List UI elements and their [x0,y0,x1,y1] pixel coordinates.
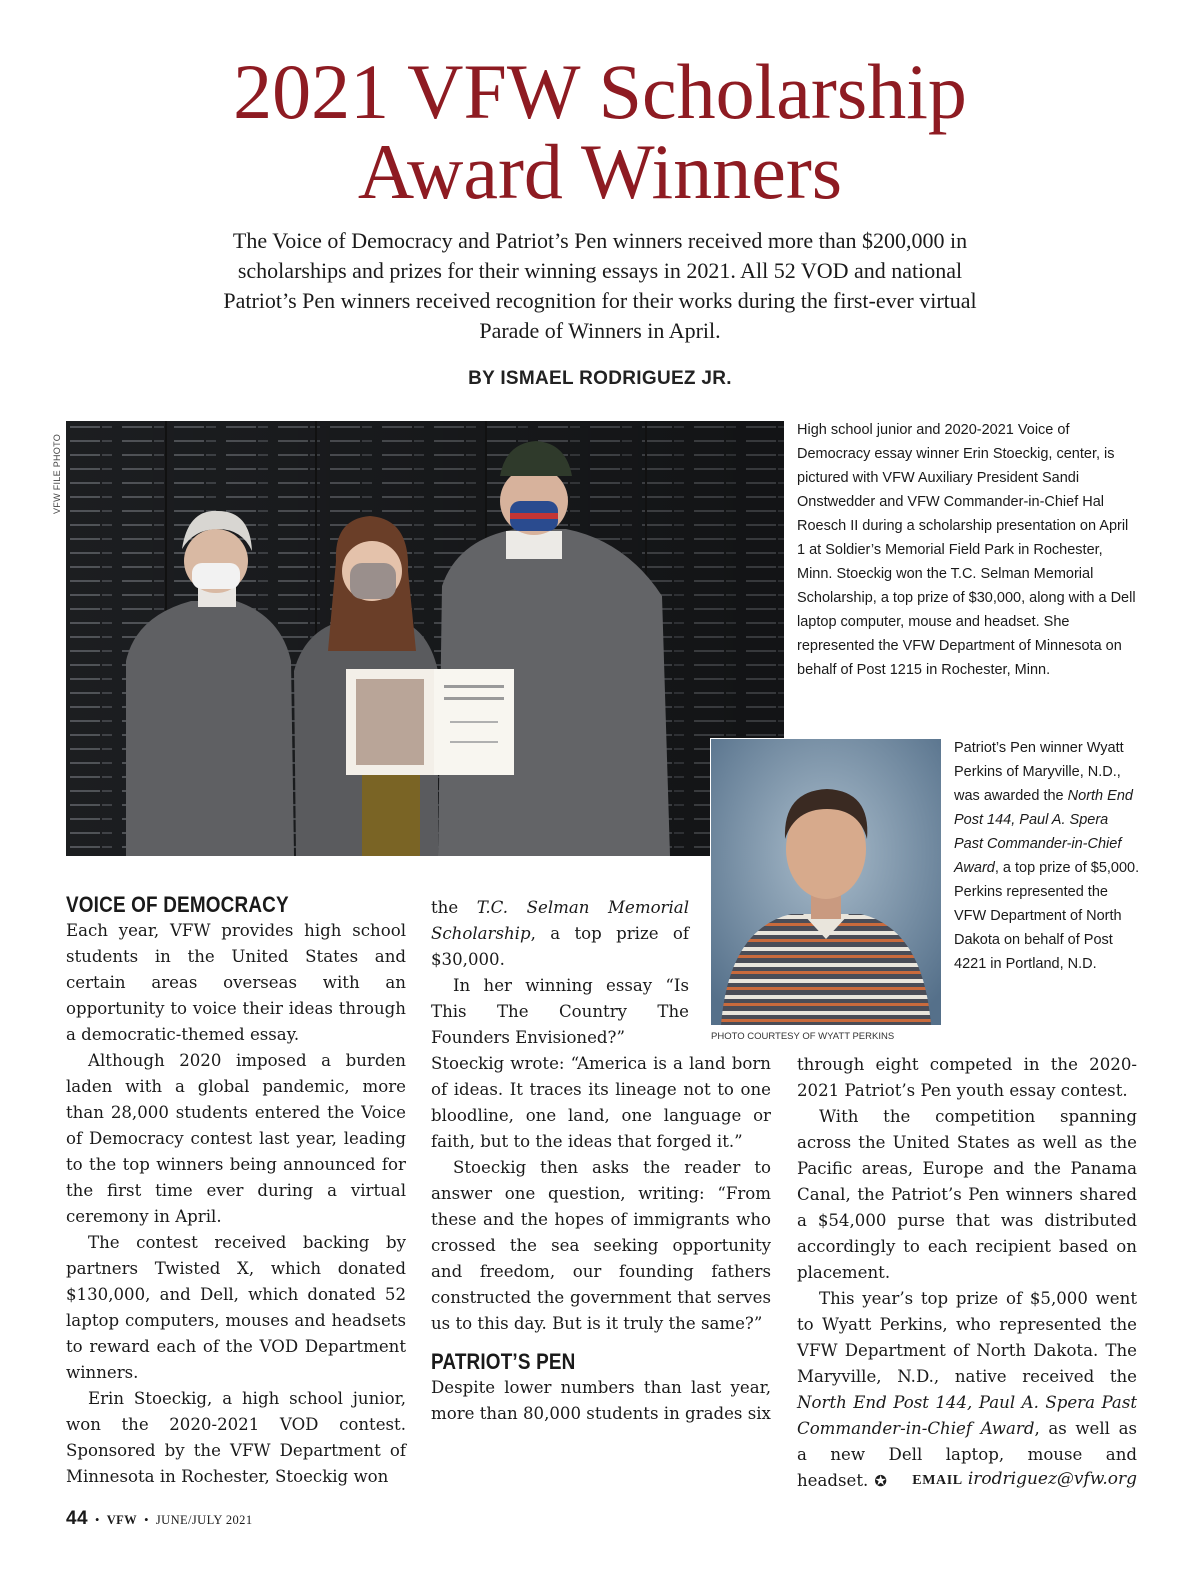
email-address[interactable]: irodriguez@vfw.org [967,1469,1137,1489]
email-label: EMAIL [912,1473,963,1488]
author-email [912,1469,1137,1489]
portrait-caption-award: North End Post 144, Paul A. Spera Past Commander-in-Chief Award [954,788,1133,876]
article-paragraph: In her winning essay “Is This The Country The Founders Envisioned?” [431,976,689,1047]
article-paragraph: Stoeckig wrote: “America is a land born of ideas. It traces its lineage not to one bloodline, one land, one language or faith, but to the ideas that forged it.” [431,1054,771,1151]
portrait-photo-credit: PHOTO COURTESY OF WYATT PERKINS [711,1031,895,1042]
title-line-2: Award Winners [357,128,843,215]
article-text: , as well as a new Dell laptop, mouse and headset. [797,1419,1137,1490]
main-photo [66,421,784,856]
article-paragraph: Each year, VFW provides high school students in the United States and certain areas overseas with an opportunity to voice their ideas through a democratic-themed essay. [66,921,406,1044]
article-paragraph: The contest received backing by partners Twisted X, which donated $130,000, and Dell, which donated 52 laptop computers, mouses and headsets to reward each of the VOD Department winners. [66,1233,406,1382]
article-column-1 [66,892,406,1490]
article-text: the [431,898,477,917]
article-paragraph: Erin Stoeckig, a high school junior, won the 2020-2021 VOD contest. Sponsored by the VFW Department of Minnesota in Rochester, Stoeckig won [66,1389,406,1486]
end-mark-icon: ✪ [874,1472,887,1490]
portrait-caption [954,736,1140,976]
article-paragraph: With the competition spanning across the United States as well as the Pacific areas, Europe and the Panama Canal, the Patriot’s Pen winners shared a $54,000 purse that was distributed accordingly to each recipient based on placement. [797,1107,1137,1282]
section-heading-patriots-pen: PATRIOT’S PEN [431,1349,576,1374]
main-photo-illustration [66,421,784,856]
portrait-caption-part-1: Patriot’s Pen winner Wyatt Perkins of Maryville, N.D., was awarded the [954,740,1124,804]
folio-separator: • [94,1513,100,1527]
article-paragraph: Although 2020 imposed a burden laden with a global pandemic, more than 28,000 students entered the Voice of Democracy contest last year, leading to the top winners being announced for the first time ever during a virtual ceremony in April. [66,1051,406,1226]
award-name: North End Post 144, Paul A. Spera Past Commander-in-Chief Award [797,1393,1137,1438]
article-text: , a top prize of $30,000. [431,924,689,969]
issue-date: JUNE/JULY 2021 [155,1513,253,1527]
article-paragraph: through eight competed in the 2020-2021 Patriot’s Pen youth essay contest. [797,1055,1137,1100]
folio-separator: • [144,1513,149,1527]
article-paragraph: Stoeckig then asks the reader to answer one question, writing: “From these and the hopes of immigrants who crossed the sea seeking opportunity and freedom, our founding fathers constructed the government that serves us to this day. But is it truly the same?” [431,1158,771,1333]
section-heading-vod: VOICE OF DEMOCRACY [66,892,289,917]
portrait-caption-part-2: , a top prize of $5,000. Perkins represented the VFW Department of North Dakota on behalf of Post 4221 in Portland, N.D. [954,860,1140,972]
page-footer [66,1508,252,1530]
magazine-name: VFW [106,1513,138,1527]
page-number: 44 [66,1508,88,1529]
article-column-3 [797,1052,1137,1494]
article-column-2 [431,895,771,1427]
deck-summary: The Voice of Democracy and Patriot’s Pen winners received more than $200,000 in scholarships and prizes for their winning essays in 2021. All 52 VOD and national Patriot’s Pen winners received recognition for their works during the first-ever virtual Parade of Winners in April. [223,228,977,343]
title-line-1: 2021 VFW Scholarship [233,48,967,135]
article-text: This year’s top prize of $5,000 went to Wyatt Perkins, who represented the VFW Department of North Dakota. The Maryville, N.D., native received the [797,1289,1137,1386]
photo-credit-main: VFW FILE PHOTO [52,433,62,514]
byline: BY ISMAEL RODRIGUEZ JR. [468,368,732,389]
page-title [0,48,1200,215]
article-paragraph [797,1286,1137,1494]
article-paragraph: Despite lower numbers than last year, more than 80,000 students in grades six [431,1378,771,1423]
main-photo-caption: High school junior and 2020-2021 Voice of Democracy essay winner Erin Stoeckig, center, is pictured with VFW Auxiliary President Sandi Onstwedder and VFW Commander-in-Chief Hal Roesch II during a scholarship presentation on April 1 at Soldier’s Memorial Field Park in Rochester, Minn. Stoeckig won the T.C. Selman Memorial Scholarship, a top prize of $30,000, along with a Dell laptop computer, mouse and headset. She represented the VFW Department of Minnesota on behalf of Post 1215 in Rochester, Minn. [797,422,1136,678]
article-paragraph [431,895,689,973]
scholarship-name: T.C. Selman Memorial Scholarship [431,898,689,943]
